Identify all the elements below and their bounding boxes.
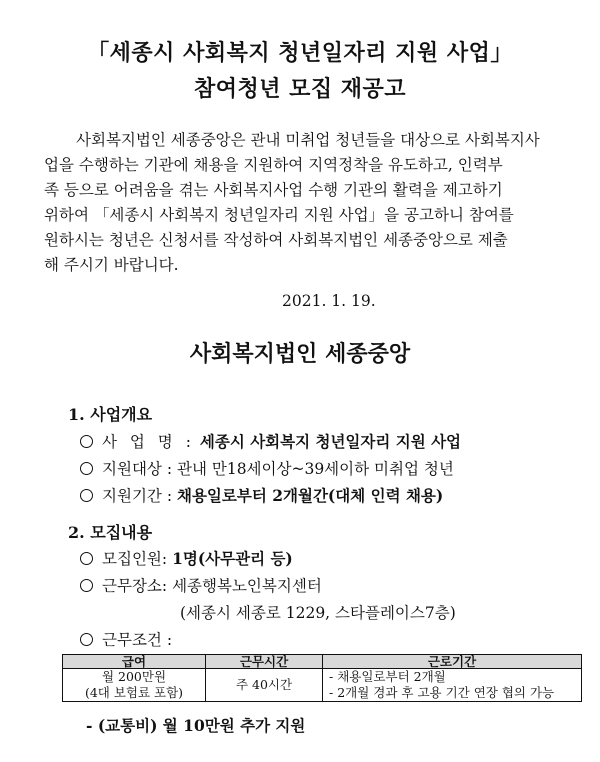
salary-amount: 월 200만원 (101, 669, 167, 684)
section1-heading: 1. 사업개요 (68, 405, 153, 424)
item-label: 근무장소: (102, 577, 168, 595)
item-value: 세종행복노인복지센터 (172, 577, 322, 595)
item-value: 세종시 사회복지 청년일자리 지원 사업 (199, 432, 462, 451)
intro-line: 업을 수행하는 기관에 채용을 지원하여 지역정착을 유도하고, 인력부 (44, 156, 503, 174)
table-header-row (63, 655, 582, 669)
hours-cell: 주 40시간 (206, 669, 323, 702)
circle-bullet-icon (80, 633, 93, 646)
section1-item-period (80, 484, 443, 506)
intro-line: 사회복지법인 세종중앙은 관내 미취업 청년들을 대상으로 사회복지사 (76, 131, 540, 149)
salary-note: (4대 보험료 포함) (84, 685, 184, 700)
item-value: 1명(사무관리 등) (172, 549, 293, 568)
item-label: 모집인원: (102, 550, 168, 568)
intro-paragraph (44, 128, 588, 278)
work-conditions-table (62, 654, 582, 702)
item-label: 지원기간 : (102, 487, 173, 505)
section1-item-target (80, 457, 454, 479)
circle-bullet-icon (80, 435, 93, 448)
section2-heading: 2. 모집내용 (68, 523, 153, 542)
table-header: 급여 (63, 655, 206, 669)
intro-line: 원하시는 청년은 신청서를 작성하여 사회복지법인 세종중앙으로 제출 (44, 231, 508, 249)
intro-line: 위하여 「세종시 사회복지 청년일자리 지원 사업」을 공고하니 참여를 (44, 206, 514, 224)
workplace-address: (세종시 세종로 1229, 스타플레이스7층) (180, 604, 456, 622)
notice-date: 2021. 1. 19. (282, 292, 376, 310)
intro-line: 족 등으로 어려움을 겪는 사회복지사업 수행 기관의 활력을 제고하기 (44, 181, 503, 199)
item-label: 지원대상 : (102, 460, 173, 478)
item-value: 채용일로부터 2개월간(대체 인력 채용) (176, 486, 444, 505)
notice-title-line2: 참여청년 모집 재공고 (193, 76, 407, 102)
circle-bullet-icon (80, 579, 93, 592)
circle-bullet-icon (80, 552, 93, 565)
period-cell (323, 669, 582, 702)
item-value: 관내 만18세이상~39세이하 미취업 청년 (176, 460, 454, 478)
notice-title-line1: 「세종시 사회복지 청년일자리 지원 사업」 (87, 40, 513, 66)
organization-name: 사회복지법인 세종중앙 (189, 341, 411, 367)
table-header: 근무시간 (206, 655, 323, 669)
section2-item-workplace (80, 574, 322, 596)
table-header: 근로기간 (323, 655, 582, 669)
section2-item-headcount (80, 547, 293, 569)
period-line: - 채용일로부터 2개월 (329, 669, 446, 684)
item-label: 근무조건 : (102, 631, 173, 649)
circle-bullet-icon (80, 489, 93, 502)
section2-item-conditions (80, 628, 172, 650)
transport-allowance-note: - (교통비) 월 10만원 추가 지원 (86, 716, 306, 735)
section1-item-name (80, 430, 461, 452)
intro-line: 해 주시기 바랍니다. (44, 256, 179, 274)
salary-cell (63, 669, 206, 702)
table-row (63, 669, 582, 702)
item-label: 사 업 명 : (102, 433, 195, 451)
period-line: - 2개월 경과 후 고용 기간 연장 협의 가능 (329, 685, 555, 700)
circle-bullet-icon (80, 462, 93, 475)
